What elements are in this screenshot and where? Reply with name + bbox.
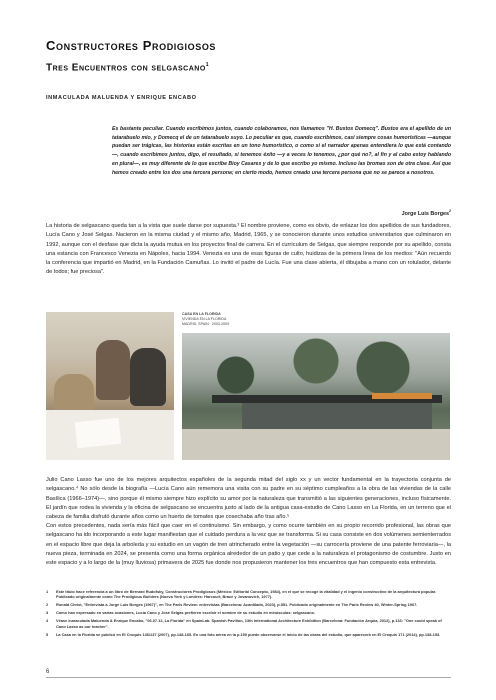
footnote [46, 618, 451, 629]
footnote [46, 610, 451, 615]
subtitle-text: Tres Encuentros con selgascano [46, 62, 206, 74]
caption-line: MADRID, SPAIN · 2003-2009 [182, 322, 230, 326]
article-title: Constructores Prodigiosos [46, 38, 217, 53]
footnote-text: Véase Inmaculada Maluenda & Enrique Encabo, "06.07.12, La Florida" en SpainLab. Spanish Pavilion, 13th International Architecture Exhibition (Barcelona: Fundación Arquia, 2012), p.133: "One could speak of Cano Lasso as our teacher". [56, 618, 442, 629]
footnote-number: 4 [46, 618, 49, 624]
body-paragraph-2: Julio Cano Lasso fue uno de los mejores arquitectos españoles de la segunda mitad del siglo xx y un vector fundamental en la trayectoria conjunta de selgascano.⁴ No sólo desde la biografía —Lucía Cano aún rememora una visita con su padre en su séptimo cumpleaños a la obra de las viviendas de la calle Basílica (1966–1974)—, sino porque él mismo siempre hizo explícito su amor por la naturaleza que transmitió a las siguientes generaciones, incluso físicamente. El jardín que rodea la vivienda y la oficina de selgascano se encuentra justo al lado de la antigua casa-estudio de Cano Lasso en La Florida, en un terreno que el cabeza de familia disfrutó durante años como un huerto de tomates que cosechaba año tras año.⁵ [46, 477, 451, 521]
footnote-number: 2 [46, 602, 49, 608]
footnote [46, 632, 451, 637]
footnote-text: Como han expresado en varias ocasiones, Lucía Cano y José Selgas prefieren escribir el nombre de su estudio en minúsculas: selgascano. [56, 610, 316, 616]
photo-drawing-paper [75, 418, 121, 448]
footnotes [46, 589, 451, 640]
footnote-text: La Casa en la Florida se publicó en El Croquis 136/137 (2007), pp.148-165. En una foto aérea en la p.150 puede observarse el inicio de las obras del estudio, que aparecerá en El Croquis 171 (2014), pp.138-153. [56, 631, 441, 637]
epigraph-attribution [402, 209, 451, 217]
photo-person-figure [130, 348, 166, 406]
photo-house-exterior [182, 333, 450, 460]
photo-meeting [46, 312, 174, 460]
attribution-footnote-ref: 2 [449, 209, 451, 213]
photo-caption [182, 312, 242, 327]
article-subtitle [46, 62, 466, 73]
caption-line: VIVIENDA EN LA FLORIDA [182, 317, 227, 321]
footnote [46, 589, 451, 600]
subtitle-footnote-ref: 1 [205, 62, 210, 68]
footnote-number: 3 [46, 610, 49, 616]
footnote-text: Ronald Christ, "Entrevista a Jorge Luis Borges (1967)", en The Paris Review: entrevistas (Barcelona: Acantilado, 2023), p.551. Publicado originalmente en The Paris Review 40, Winter-Spring 1967. [56, 602, 418, 608]
footnote [46, 602, 451, 607]
body-paragraph-3: Con estos precedentes, nada sería más fácil que caer en el continuismo. Sin embargo, y como ocurre también en su propio recorrido profesional, las obras que selgascano ha ido incorporando a este lugar manifiestan que el cuidado perdura a la vez que se transforma. Si su casa consiste en dos volúmenes semienterrados en el espacio libre que deja la arboleda y su estudio en un vagón de tren atrincherado entre la vegetación —su carrocería proviene de una patente ferroviaria—, la nueva pieza, terminada en 2024, se presenta como una forma orgánica alrededor de un patio y que cede a la naturaleza el protagonismo de costumbre. Justo en este espacio y a lo largo de la (muy lluviosa) primavera de 2025 fue donde nos propusieron mantener los tres encuentros que han compuesto esta entrevista. [46, 523, 451, 567]
caption-title: CASA EN LA FLORIDA [182, 312, 221, 316]
photo-orange-canopy [372, 393, 432, 399]
footnote-text: Este título hace referencia a un libro de Bernard Rudofsky, Constructores Prodigiosos (México: Editorial Concepto, 1984), en el que se recoge la vitalidad y el ingenio constructivo de la arquitectura popular. Publicado originalmente como The Prodigious Builders (Nueva York y Londres: Harcourt, Brace y Jovanovich, 1977). [56, 589, 437, 600]
page-number: 6 [46, 669, 50, 675]
footnote-number: 1 [46, 589, 49, 594]
bottom-rule [46, 677, 451, 678]
authors-line: INMACULADA MALUENDA Y ENRIQUE ENCABO [46, 95, 197, 101]
photo-ground [182, 429, 450, 460]
footnote-number: 5 [46, 631, 49, 637]
photo-house [242, 403, 432, 429]
photo-person-figure [96, 340, 130, 400]
attribution-name: Jorge Luis Borges [401, 210, 449, 217]
body-paragraph-1: La historia de selgascano queda tan a la vista que suele darse por supuesta.³ El nombre proviene, como es obvio, de enlazar los dos apellidos de sus fundadores, Lucía Cano y José Selgas. Nacieron en la misma ciudad y el mismo año, Madrid, 1965, y se conocieron durante unos estudios universitarios que culminaron en 1992, aunque con el desfase que dicta la ayuda mutua en los proyectos final de carrera. En el currículum de Selgas, que siempre responde por su apellido, consta una estancia con Francesco Venezia en Nápoles, hacia 1994. Venezia es una de esas figuras de culto, huidizas de la primera línea de los medios: "Aún recuerdo la conferencia que impartió en Madrid, en la Fundación Camuñas. Lo invitó el padre de Lucía. Fue una clase abierta, él dibujaba a mano con un rotulador, delante de todos; fue preciosa". [46, 223, 451, 276]
epigraph-quote: Es bastante peculiar. Cuando escribimos juntos, cuando colaboramos, nos llamamos "H. Bustos Domecq". Bustos era el apellido de un tatarabuelo mío, y Domecq el de un tatarabuelo suyo. Lo peculiar es que, cuando escribimos, casi siempre cosas humorísticas —aunque puedan ser trágicas, las historias están escritas en un tono humorístico, o como si el narrador apenas entendiera lo que está contando—, cuando escribimos juntos, digo, el resultado, si tenemos éxito —y a veces lo tenemos, ¿por qué no?, al fin y al cabo estoy hablando en plural—, es muy diferente de lo que escribe Bioy Casares y de lo que escribo yo mismo. Incluso las bromas son de otra clase. Así que hemos creado entre los dos una tercera persona; en cierto modo, hemos creado una tercera persona que no se parece a nosotros. [112, 126, 451, 176]
